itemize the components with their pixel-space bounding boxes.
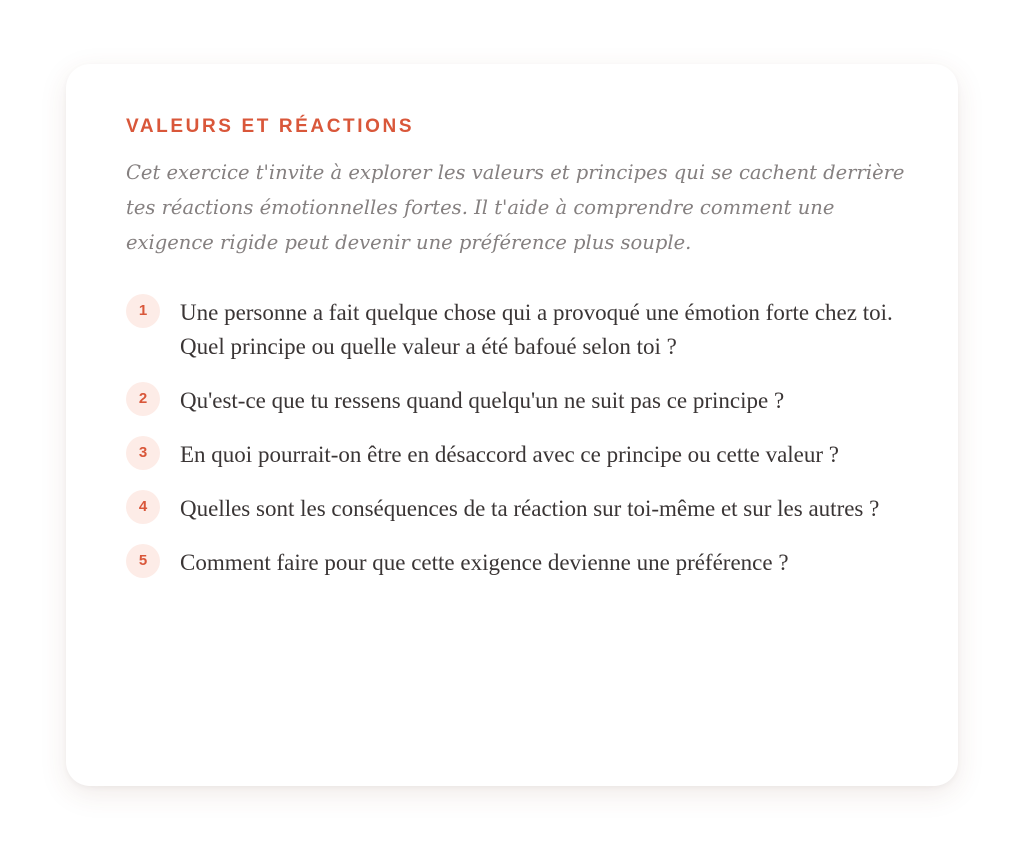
question-text: En quoi pourrait-on être en désaccord avec ce principe ou cette valeur ? — [180, 442, 840, 467]
question-item — [126, 436, 898, 472]
question-item — [126, 490, 898, 526]
question-item — [126, 382, 898, 418]
question-text: Quelles sont les conséquences de ta réaction sur toi-même et sur les autres ? — [180, 496, 880, 521]
question-list — [126, 294, 898, 580]
exercise-card — [66, 64, 958, 786]
question-number-badge: 3 — [126, 436, 160, 470]
question-number-badge: 4 — [126, 490, 160, 524]
question-text: Qu'est-ce que tu ressens quand quelqu'un ne suit pas ce principe ? — [180, 388, 785, 413]
question-number-badge: 1 — [126, 294, 160, 328]
question-item — [126, 544, 898, 580]
question-text: Comment faire pour que cette exigence devienne une préférence ? — [180, 550, 789, 575]
question-number-badge: 5 — [126, 544, 160, 578]
question-number-badge: 2 — [126, 382, 160, 416]
question-text: Une personne a fait quelque chose qui a provoqué une émotion forte chez toi. Quel principe ou quelle valeur a été bafoué selon toi ? — [180, 300, 893, 359]
card-intro: Cet exercice t'invite à explorer les valeurs et principes qui se cachent derrière tes réactions émotionnelles fortes. Il t'aide à comprendre comment une exigence rigide peut devenir une préférence plus souple. — [126, 161, 905, 254]
question-item — [126, 294, 898, 364]
card-heading: VALEURS ET RÉACTIONS — [126, 116, 415, 137]
